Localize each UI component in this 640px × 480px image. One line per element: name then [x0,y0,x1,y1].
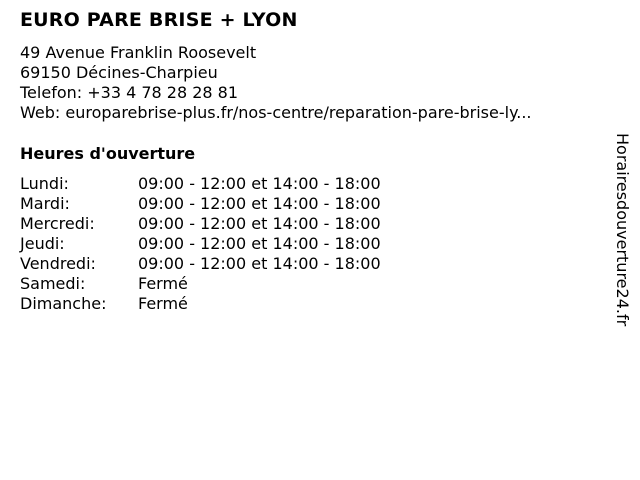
hours-row-wednesday [20,214,381,234]
street-address: 49 Avenue Franklin Roosevelt [20,43,257,62]
city-postcode: 69150 Décines-Charpieu [20,63,218,82]
hours-heading: Heures d'ouverture [20,144,196,163]
hours-value: 09:00 - 12:00 et 14:00 - 18:00 [138,174,381,193]
site-brand-watermark: Horairesdouverture24.fr [613,133,632,327]
hours-value: 09:00 - 12:00 et 14:00 - 18:00 [138,214,381,233]
phone-number: Telefon: +33 4 78 28 28 81 [20,83,239,102]
website-link: Web: europarebrise-plus.fr/nos-centre/reparation-pare-brise-ly... [20,103,532,122]
hours-row-saturday [20,274,381,294]
business-address [20,43,532,123]
hours-row-sunday [20,294,381,314]
business-name: EURO PARE BRISE + LYON [20,9,298,31]
day-label: Lundi: [20,174,69,193]
hours-row-monday [20,174,381,194]
opening-hours-table [20,174,381,314]
hours-value: Fermé [138,294,188,313]
hours-row-thursday [20,234,381,254]
hours-value: Fermé [138,274,188,293]
day-label: Jeudi: [20,234,65,253]
day-label: Mardi: [20,194,70,213]
day-label: Samedi: [20,274,86,293]
hours-value: 09:00 - 12:00 et 14:00 - 18:00 [138,194,381,213]
hours-row-friday [20,254,381,274]
hours-value: 09:00 - 12:00 et 14:00 - 18:00 [138,234,381,253]
day-label: Dimanche: [20,294,107,313]
hours-row-tuesday [20,194,381,214]
day-label: Mercredi: [20,214,95,233]
hours-value: 09:00 - 12:00 et 14:00 - 18:00 [138,254,381,273]
day-label: Vendredi: [20,254,96,273]
